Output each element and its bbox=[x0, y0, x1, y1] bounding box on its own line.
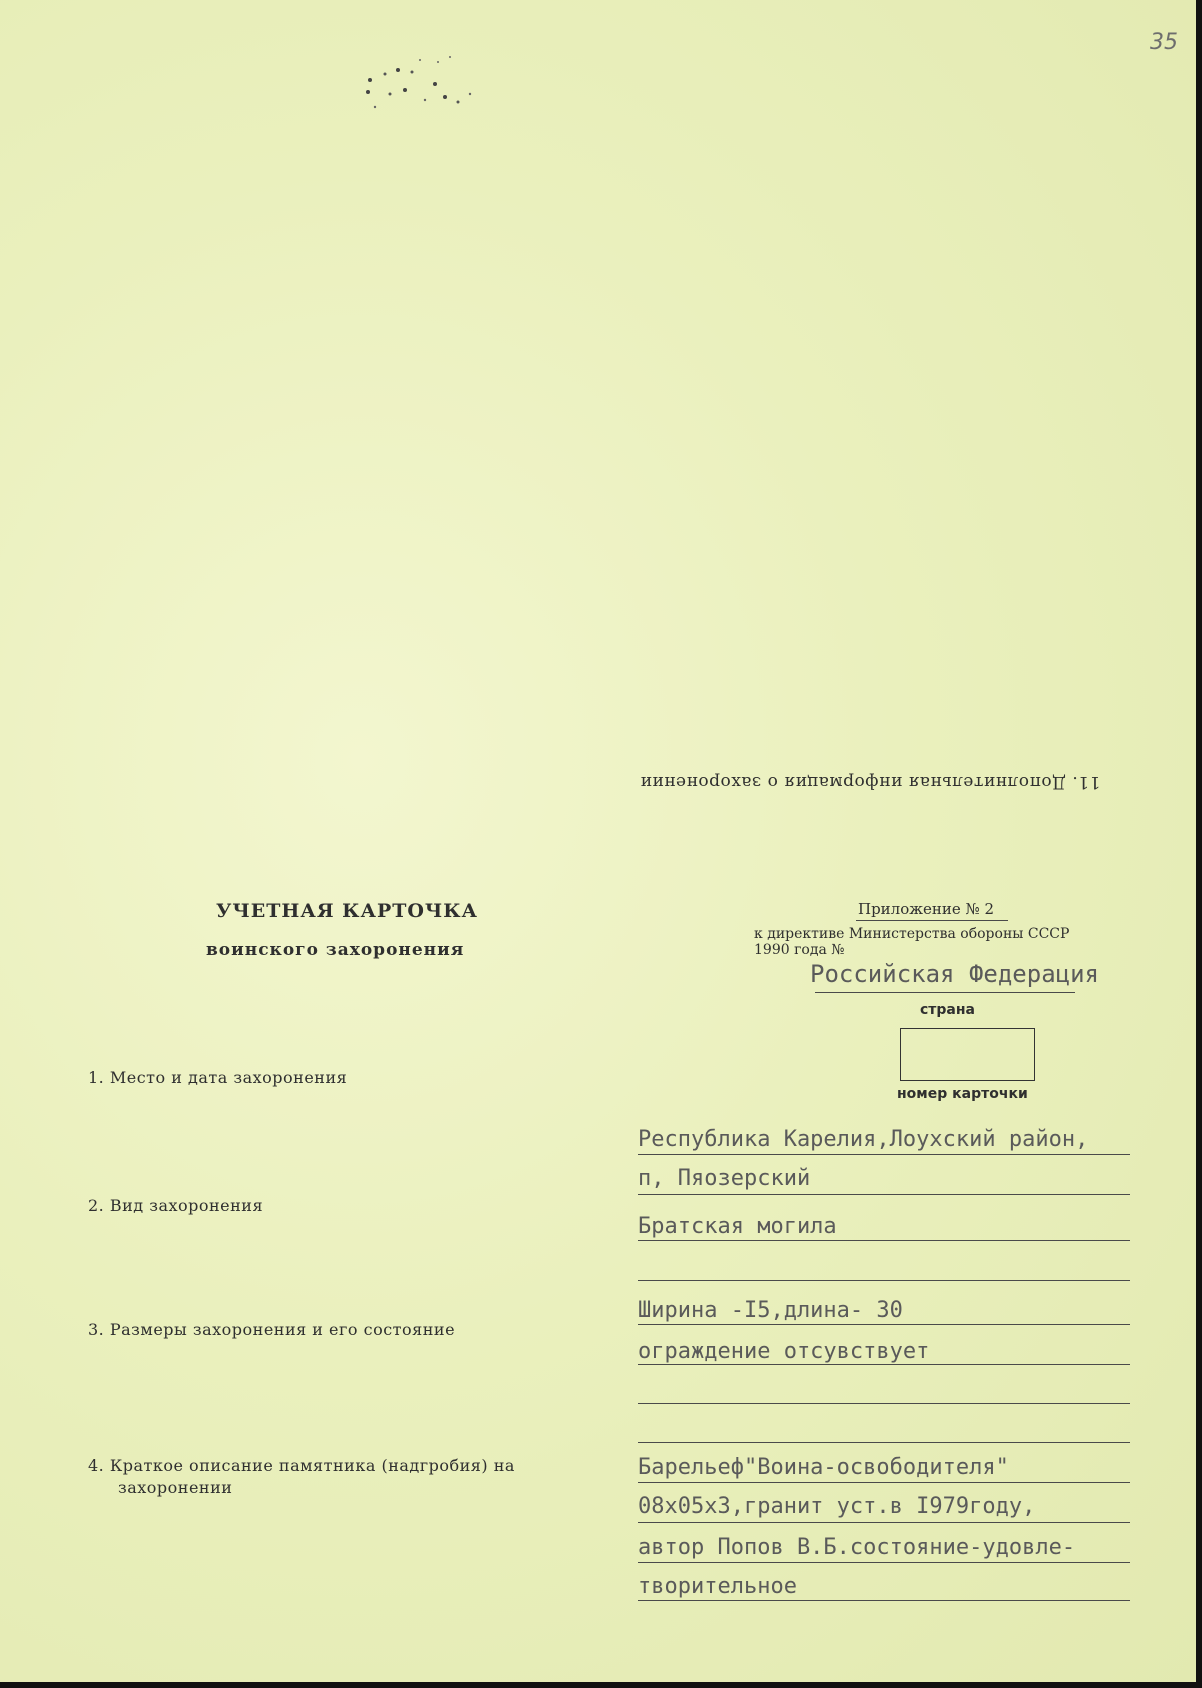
field-4-line-2: 08х05х3,гранит уст.в I979году, bbox=[638, 1494, 1036, 1519]
card-number-caption: номер карточки bbox=[897, 1086, 1028, 1102]
scan-edge-bottom bbox=[0, 1682, 1202, 1688]
page-number: 35 bbox=[1150, 30, 1178, 55]
field-4-label-line-1: 4. Краткое описание памятника (надгробия) на bbox=[88, 1456, 515, 1475]
field-2-rule-1 bbox=[638, 1240, 1130, 1241]
country-underline bbox=[815, 992, 1075, 993]
field-4-line-1: Барельеф"Воина-освободителя" bbox=[638, 1455, 1009, 1480]
card-number-box bbox=[900, 1028, 1035, 1081]
field-3-rule-2 bbox=[638, 1364, 1130, 1365]
directive-line-2: 1990 года № bbox=[754, 942, 845, 958]
appendix-underline bbox=[856, 920, 1008, 921]
field-3-rule-1 bbox=[638, 1324, 1130, 1325]
field-3-label: 3. Размеры захоронения и его состояние bbox=[88, 1320, 456, 1339]
field-4-rule-4 bbox=[638, 1600, 1130, 1601]
field-4-line-3: автор Попов В.Б.состояние-удовле- bbox=[638, 1535, 1076, 1560]
field-4-rule-2 bbox=[638, 1522, 1130, 1523]
field-2-line-1: Братская могила bbox=[638, 1214, 837, 1239]
country-value: Российская Федерация bbox=[810, 960, 1099, 988]
directive-line-1: к директиве Министерства обороны СССР bbox=[754, 926, 1070, 942]
field-1-rule-2 bbox=[638, 1194, 1130, 1195]
reversed-section-heading: 11. Дополнительная информация о захоронении bbox=[640, 772, 1101, 792]
field-3-rule-4 bbox=[638, 1442, 1130, 1443]
field-3-rule-3 bbox=[638, 1403, 1130, 1404]
field-2-rule-2 bbox=[638, 1280, 1130, 1281]
card-subtitle: воинского захоронения bbox=[206, 940, 465, 960]
field-1-line-1: Республика Карелия,Лоухский район, bbox=[638, 1127, 1089, 1152]
field-1-rule-1 bbox=[638, 1154, 1130, 1155]
field-4-rule-3 bbox=[638, 1562, 1130, 1563]
field-3-line-1: Ширина -I5,длина- 30 bbox=[638, 1298, 903, 1323]
ink-specks bbox=[350, 52, 500, 122]
scan-edge-right bbox=[1196, 0, 1202, 1688]
field-4-line-4: творительное bbox=[638, 1574, 797, 1599]
card-title: УЧЕТНАЯ КАРТОЧКА bbox=[216, 900, 479, 922]
field-4-label-line-2: захоронении bbox=[118, 1478, 233, 1497]
field-1-label: 1. Место и дата захоронения bbox=[88, 1068, 348, 1087]
field-3-line-2: ограждение отсувствует bbox=[638, 1339, 930, 1364]
country-caption: страна bbox=[920, 1002, 976, 1018]
appendix-label: Приложение № 2 bbox=[858, 900, 995, 918]
field-1-line-2: п, Пяозерский bbox=[638, 1166, 811, 1191]
field-2-label: 2. Вид захоронения bbox=[88, 1196, 264, 1215]
field-4-rule-1 bbox=[638, 1482, 1130, 1483]
